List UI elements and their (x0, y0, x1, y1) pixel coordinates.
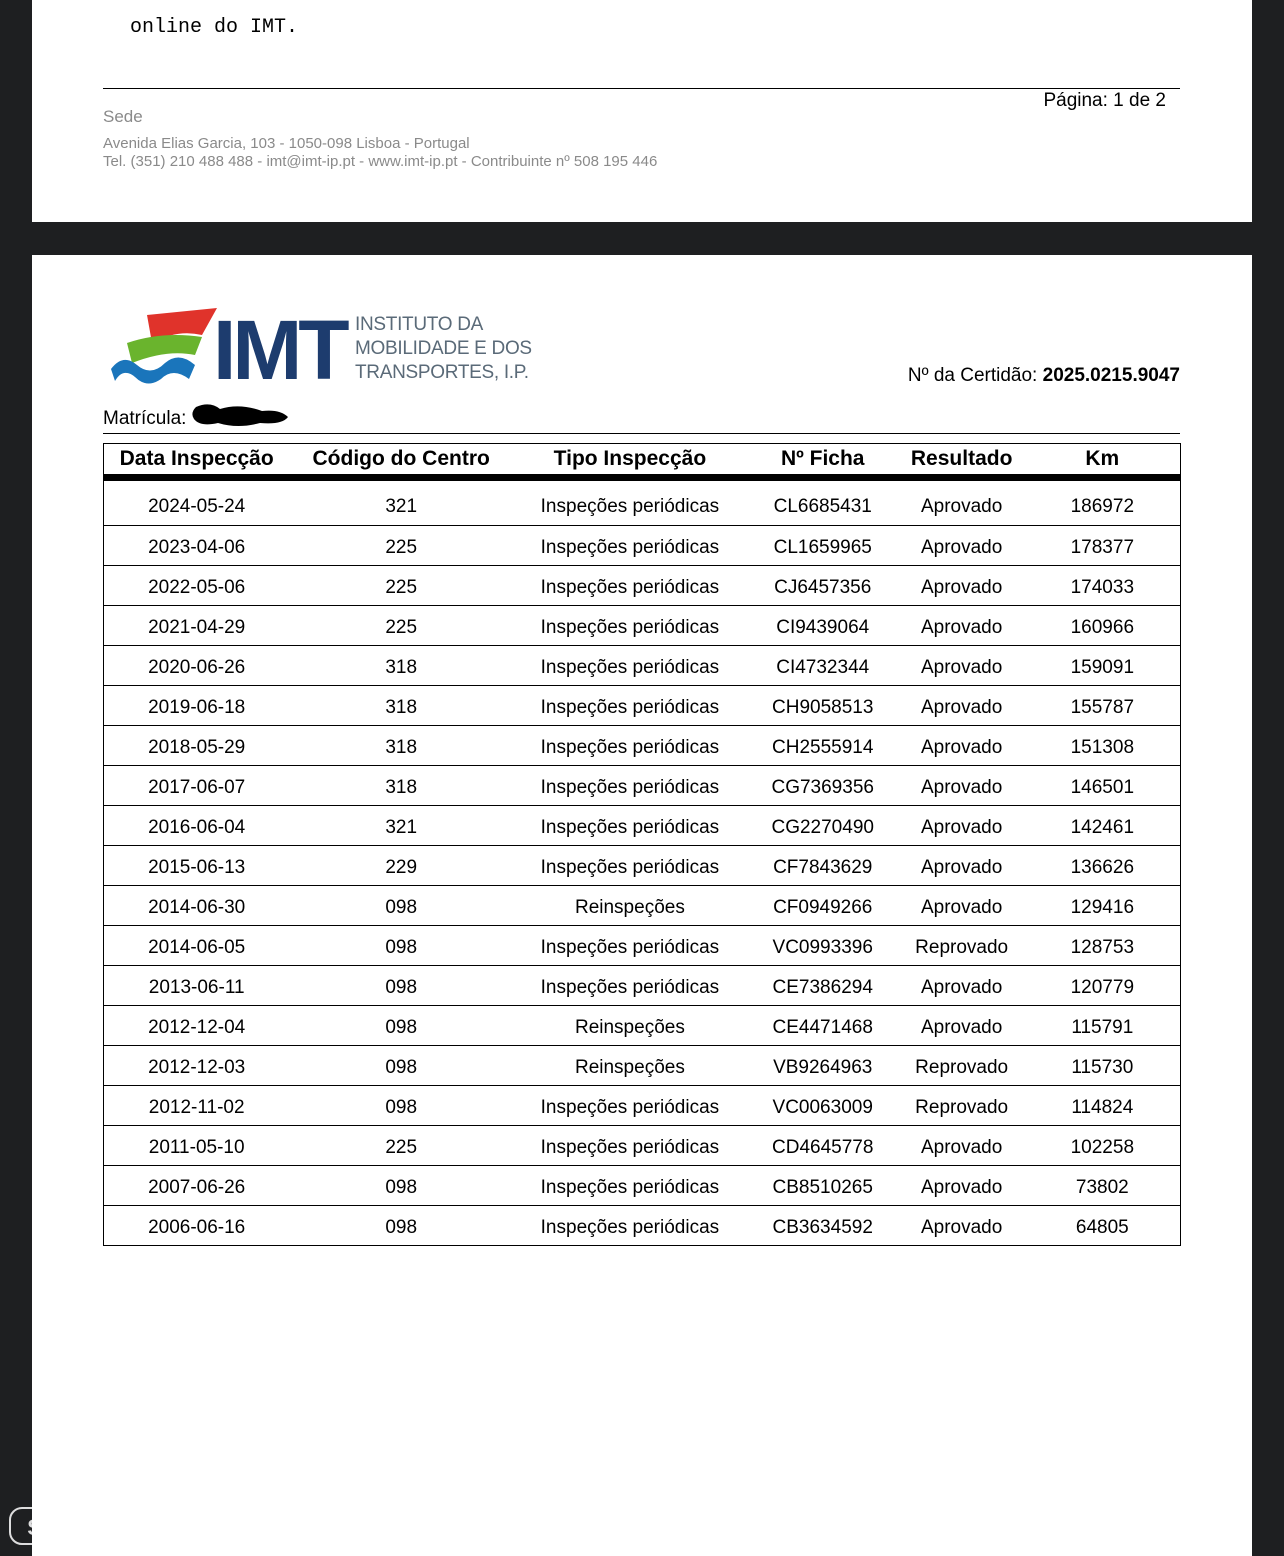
table-cell: Aprovado (899, 686, 1025, 726)
table-cell: 142461 (1025, 806, 1181, 846)
table-cell: CH9058513 (747, 686, 899, 726)
table-cell: Inspeções periódicas (513, 766, 747, 806)
table-cell: 178377 (1025, 526, 1181, 566)
table-cell: Reinspeções (513, 1046, 747, 1086)
table-cell: CE4471468 (747, 1006, 899, 1046)
table-cell: 229 (289, 846, 513, 886)
logo-institution-name (355, 313, 532, 385)
table-cell: 160966 (1025, 606, 1181, 646)
table-cell: 225 (289, 566, 513, 606)
footer-address (103, 135, 657, 171)
table-cell: Aprovado (899, 1006, 1025, 1046)
table-cell: Inspeções periódicas (513, 646, 747, 686)
certidao-number (908, 365, 1180, 387)
table-cell: CF0949266 (747, 886, 899, 926)
logo-line-1: INSTITUTO DA (355, 314, 483, 335)
table-cell: CL1659965 (747, 526, 899, 566)
table-row (104, 686, 1181, 726)
table-cell: 129416 (1025, 886, 1181, 926)
table-cell: 120779 (1025, 966, 1181, 1006)
table-cell: CF7843629 (747, 846, 899, 886)
table-cell: 186972 (1025, 478, 1181, 526)
body-text-line: online do IMT. (130, 16, 299, 39)
table-cell: Inspeções periódicas (513, 526, 747, 566)
table-cell: 2014-06-05 (104, 926, 290, 966)
table-row (104, 726, 1181, 766)
table-cell: 155787 (1025, 686, 1181, 726)
table-cell: 2017-06-07 (104, 766, 290, 806)
table-cell: 2006-06-16 (104, 1206, 290, 1246)
address-line-2: Tel. (351) 210 488 488 - imt@imt-ip.pt - www.imt-ip.pt - Contribuinte nº 508 195 446 (103, 153, 658, 170)
table-cell: Aprovado (899, 1206, 1025, 1246)
table-cell: 2007-06-26 (104, 1166, 290, 1206)
table-cell: Aprovado (899, 606, 1025, 646)
table-cell: 321 (289, 806, 513, 846)
table-cell: 102258 (1025, 1126, 1181, 1166)
table-header-row (104, 444, 1181, 478)
table-cell: 2014-06-30 (104, 886, 290, 926)
footer-divider (103, 88, 1180, 89)
table-row (104, 1046, 1181, 1086)
page-2 (32, 255, 1252, 1556)
table-cell: Reinspeções (513, 1006, 747, 1046)
table-cell: 159091 (1025, 646, 1181, 686)
table-cell: 2013-06-11 (104, 966, 290, 1006)
table-row (104, 1086, 1181, 1126)
table-cell: 64805 (1025, 1206, 1181, 1246)
certidao-value: 2025.0215.9047 (1042, 365, 1180, 386)
table-cell: 321 (289, 478, 513, 526)
table-cell: Aprovado (899, 966, 1025, 1006)
table-cell: Aprovado (899, 566, 1025, 606)
table-cell: 2021-04-29 (104, 606, 290, 646)
table-row (104, 526, 1181, 566)
table-row (104, 566, 1181, 606)
table-cell: Aprovado (899, 1126, 1025, 1166)
table-cell: Inspeções periódicas (513, 806, 747, 846)
table-cell: 2015-06-13 (104, 846, 290, 886)
table-cell: 174033 (1025, 566, 1181, 606)
table-cell: 098 (289, 1086, 513, 1126)
table-cell: VB9264963 (747, 1046, 899, 1086)
table-cell: 146501 (1025, 766, 1181, 806)
column-header: Código do Centro (289, 444, 513, 478)
inspection-table (103, 443, 1181, 1246)
table-row (104, 1206, 1181, 1246)
column-header: Tipo Inspecção (513, 444, 747, 478)
table-cell: Aprovado (899, 526, 1025, 566)
table-cell: Aprovado (899, 766, 1025, 806)
table-cell: 098 (289, 926, 513, 966)
table-cell: 098 (289, 1206, 513, 1246)
table-cell: 2018-05-29 (104, 726, 290, 766)
table-cell: CG2270490 (747, 806, 899, 846)
table-row (104, 646, 1181, 686)
table-cell: CD4645778 (747, 1126, 899, 1166)
table-cell: Inspeções periódicas (513, 478, 747, 526)
table-cell: Aprovado (899, 646, 1025, 686)
table-cell: Inspeções periódicas (513, 966, 747, 1006)
column-header: Data Inspecção (104, 444, 290, 478)
table-cell: Inspeções periódicas (513, 726, 747, 766)
table-cell: 128753 (1025, 926, 1181, 966)
table-cell: Aprovado (899, 478, 1025, 526)
table-cell: 115791 (1025, 1006, 1181, 1046)
table-cell: 2012-12-04 (104, 1006, 290, 1046)
table-cell: Aprovado (899, 806, 1025, 846)
page-number: Página: 1 de 2 (1043, 90, 1166, 111)
footer-sede-label: Sede (103, 107, 143, 126)
table-cell: 114824 (1025, 1086, 1181, 1126)
table-cell: VC0063009 (747, 1086, 899, 1126)
table-cell: Inspeções periódicas (513, 1206, 747, 1246)
table-cell: 2012-12-03 (104, 1046, 290, 1086)
table-cell: 2016-06-04 (104, 806, 290, 846)
table-cell: 2020-06-26 (104, 646, 290, 686)
table-row (104, 966, 1181, 1006)
matricula-label: Matrícula: (103, 408, 187, 429)
table-cell: CL6685431 (747, 478, 899, 526)
table-row (104, 886, 1181, 926)
table-cell: 225 (289, 526, 513, 566)
table-cell: Aprovado (899, 726, 1025, 766)
logo-line-2: MOBILIDADE E DOS (355, 338, 532, 359)
table-cell: 2023-04-06 (104, 526, 290, 566)
logo-green-swoosh (127, 335, 202, 363)
table-cell: Aprovado (899, 1166, 1025, 1206)
table-cell: CB8510265 (747, 1166, 899, 1206)
table-row (104, 926, 1181, 966)
table-cell: Reprovado (899, 1086, 1025, 1126)
table-cell: 098 (289, 1046, 513, 1086)
table-cell: 225 (289, 606, 513, 646)
certidao-label: Nº da Certidão: (907, 365, 1038, 386)
redaction-scribble-icon (190, 401, 292, 429)
table-cell: 318 (289, 686, 513, 726)
table-row (104, 606, 1181, 646)
table-cell: Reprovado (899, 926, 1025, 966)
table-cell: CE7386294 (747, 966, 899, 1006)
table-cell: 225 (289, 1126, 513, 1166)
column-header: Resultado (899, 444, 1025, 478)
page-1 (32, 0, 1252, 222)
logo-mark: IMT (213, 303, 346, 393)
table-cell: Inspeções periódicas (513, 566, 747, 606)
table-row (104, 478, 1181, 526)
matricula-divider (103, 433, 1180, 434)
table-cell: 2019-06-18 (104, 686, 290, 726)
table-cell: Reprovado (899, 1046, 1025, 1086)
logo-blue-wave (111, 357, 195, 383)
table-cell: Inspeções periódicas (513, 1126, 747, 1166)
table-cell: 136626 (1025, 846, 1181, 886)
table-cell: Inspeções periódicas (513, 686, 747, 726)
table-cell: CJ6457356 (747, 566, 899, 606)
table-cell: 115730 (1025, 1046, 1181, 1086)
table-cell: 151308 (1025, 726, 1181, 766)
logo-line-3: TRANSPORTES, I.P. (355, 362, 529, 383)
table-cell: 2022-05-06 (104, 566, 290, 606)
table-cell: CB3634592 (747, 1206, 899, 1246)
table-cell: Aprovado (899, 846, 1025, 886)
table-cell: 318 (289, 646, 513, 686)
table-cell: 2024-05-24 (104, 478, 290, 526)
table-cell: CH2555914 (747, 726, 899, 766)
table-row (104, 1166, 1181, 1206)
table-cell: 098 (289, 966, 513, 1006)
table-row (104, 1126, 1181, 1166)
table-cell: 318 (289, 766, 513, 806)
table-cell: 318 (289, 726, 513, 766)
table-cell: 2011-05-10 (104, 1126, 290, 1166)
table-cell: 2012-11-02 (104, 1086, 290, 1126)
table-body (104, 478, 1181, 1246)
table-cell: CI4732344 (747, 646, 899, 686)
table-cell: Inspeções periódicas (513, 606, 747, 646)
table-cell: Reinspeções (513, 886, 747, 926)
table-cell: 73802 (1025, 1166, 1181, 1206)
table-cell: Inspeções periódicas (513, 1086, 747, 1126)
address-line-1: Avenida Elias Garcia, 103 - 1050-098 Lisboa - Portugal (103, 135, 470, 152)
column-header: Km (1025, 444, 1181, 478)
standvirtual-watermark (8, 1504, 216, 1548)
watermark-text: STANDVIRTUAL (27, 1515, 197, 1540)
table-row (104, 1006, 1181, 1046)
table-cell: 098 (289, 886, 513, 926)
table-cell: CI9439064 (747, 606, 899, 646)
table-cell: VC0993396 (747, 926, 899, 966)
table-cell: Aprovado (899, 886, 1025, 926)
table-row (104, 766, 1181, 806)
table-cell: Inspeções periódicas (513, 846, 747, 886)
table-cell: 098 (289, 1166, 513, 1206)
column-header: Nº Ficha (747, 444, 899, 478)
table-cell: CG7369356 (747, 766, 899, 806)
table-cell: Inspeções periódicas (513, 1166, 747, 1206)
table-cell: 098 (289, 1006, 513, 1046)
table-cell: Inspeções periódicas (513, 926, 747, 966)
table-row (104, 846, 1181, 886)
table-row (104, 806, 1181, 846)
